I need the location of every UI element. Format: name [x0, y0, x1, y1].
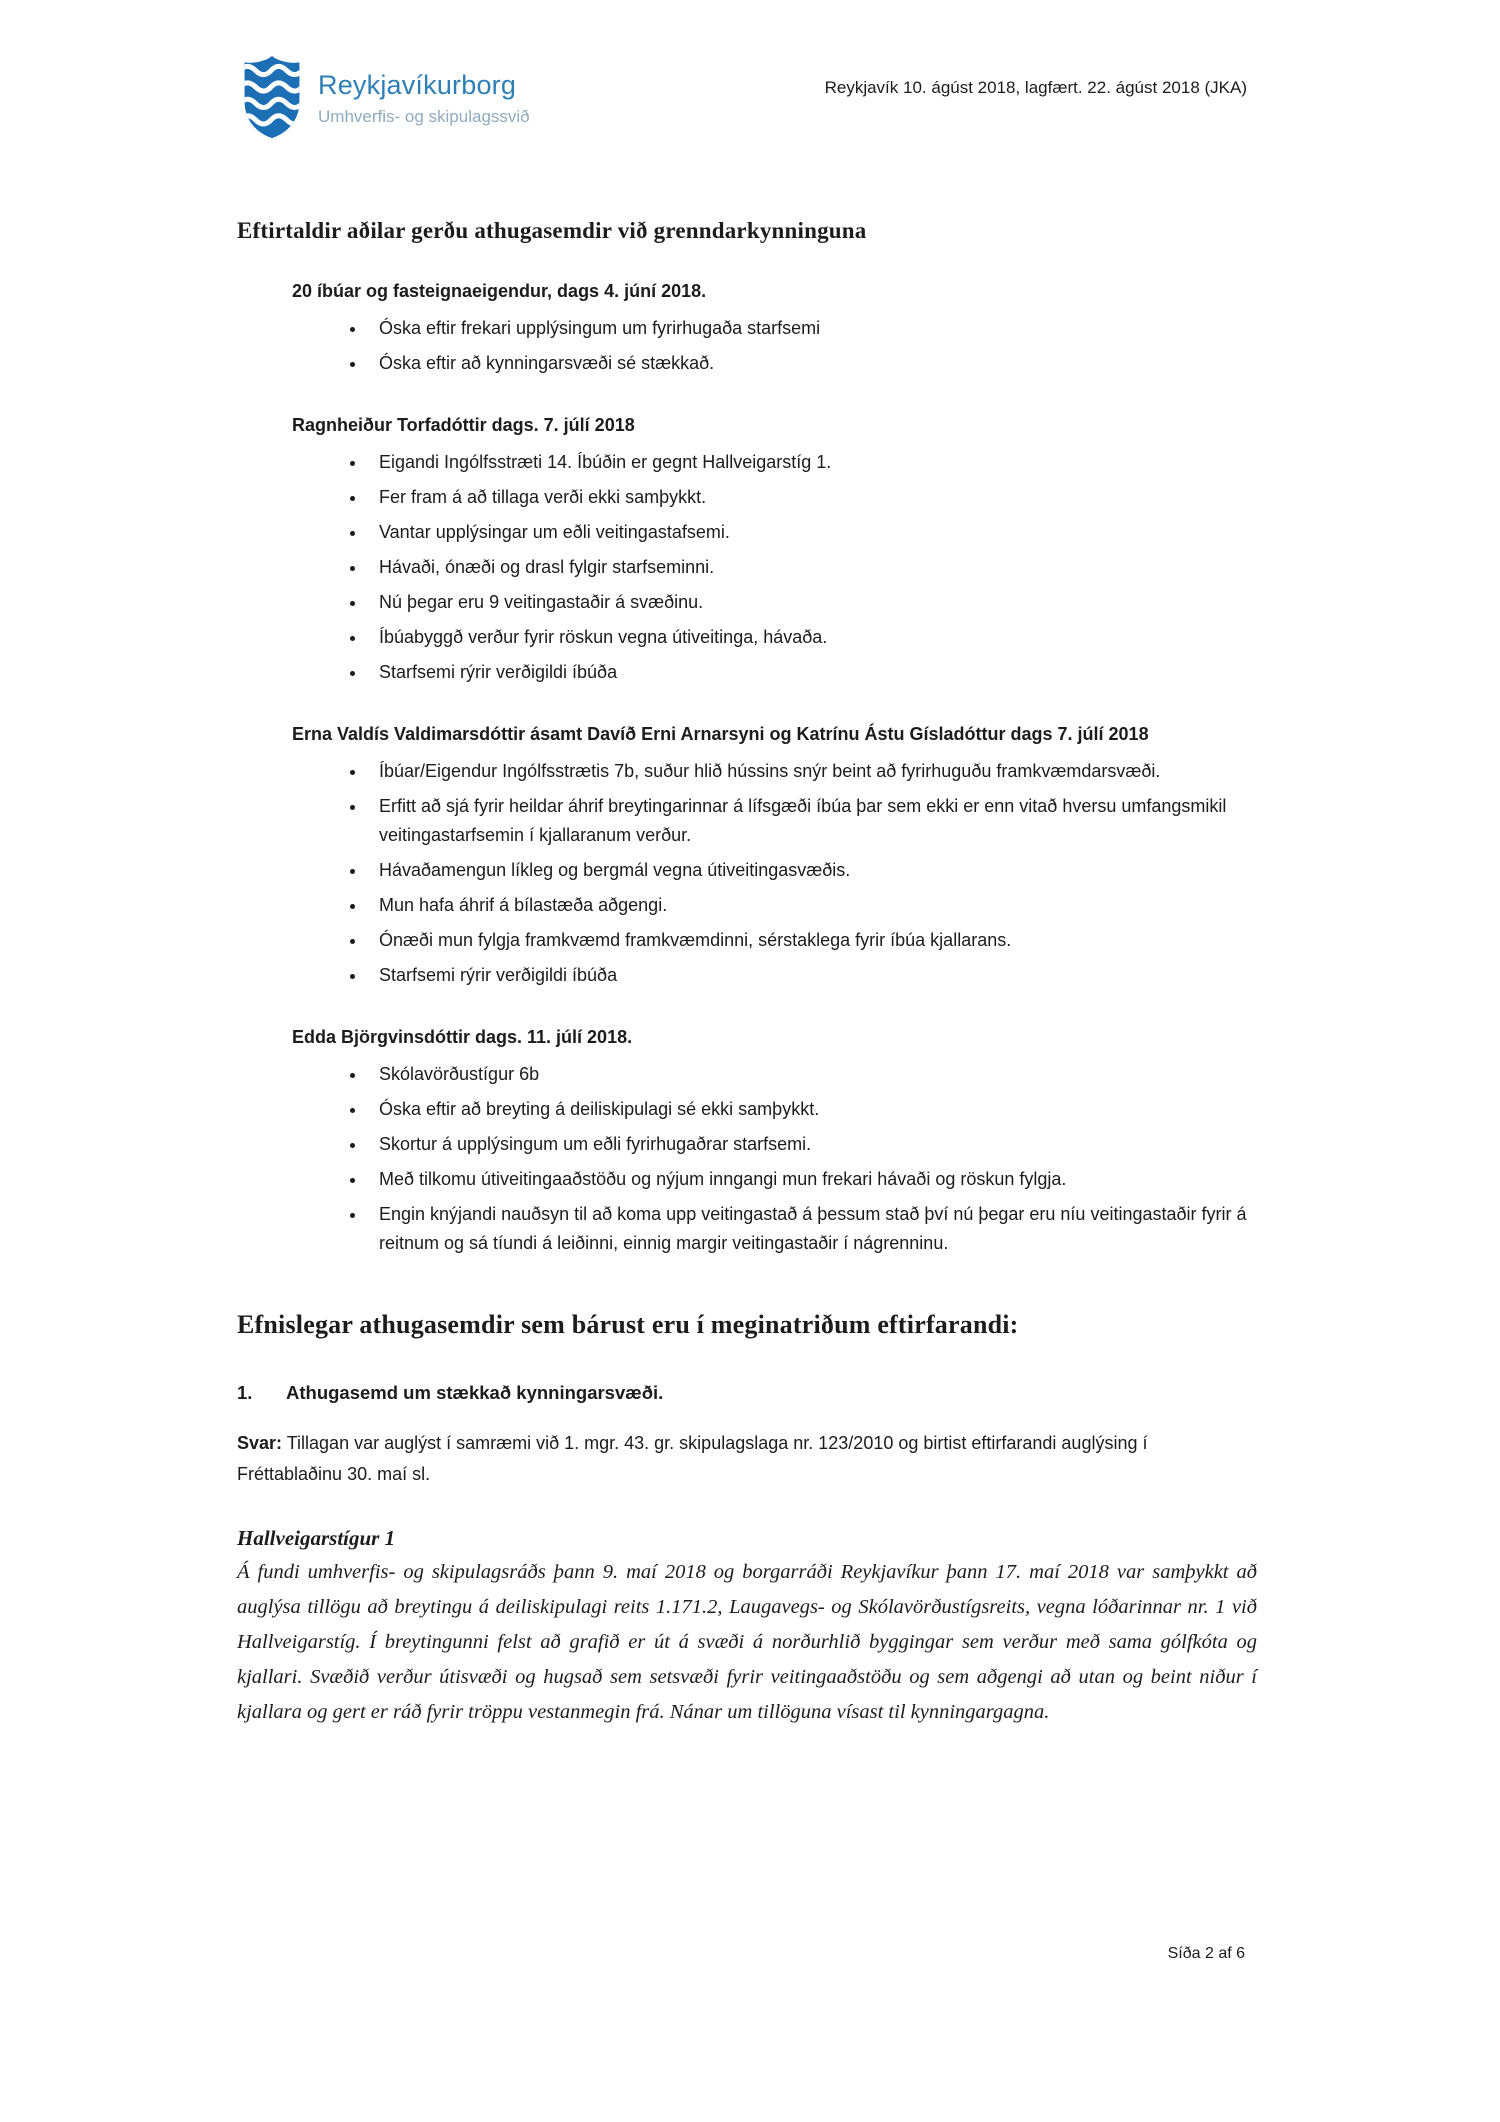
bullet-list [237, 314, 1257, 378]
svar-paragraph [237, 1428, 1257, 1490]
bullet-item: • Hávaðamengun líkleg og bergmál vegna útiveitingasvæðis. [367, 856, 1257, 885]
logo-text [318, 52, 530, 127]
main-heading: Eftirtaldir aðilar gerðu athugasemdir við grenndarkynninguna [237, 218, 867, 243]
bullet-item: • Óska eftir frekari upplýsingum um fyrirhugaða starfsemi [367, 314, 1257, 343]
svar-label: Svar: [237, 1433, 283, 1453]
comment-group-edda [237, 1024, 1257, 1258]
group-title: 20 íbúar og fasteignaeigendur, dags 4. júní 2018. [292, 281, 707, 301]
svar-text: Tillagan var auglýst í samræmi við 1. mgr. 43. gr. skipulagslaga nr. 123/2010 og birtist eftirfarandi auglýsing í Fréttablaðinu 30. maí sl. [237, 1433, 1148, 1484]
second-heading: Efnislegar athugasemdir sem bárust eru í meginatriðum eftirfarandi: [237, 1310, 1019, 1339]
logo-title: Reykjavíkurborg [318, 70, 517, 100]
bullet-item: • Fer fram á að tillaga verði ekki samþykkt. [367, 483, 1257, 512]
numbered-comment-1 [237, 1382, 1257, 1404]
bullet-item: • Starfsemi rýrir verðigildi íbúða [367, 961, 1257, 990]
bullet-item: • Íbúar/Eigendur Ingólfsstrætis 7b, suður hlið hússins snýr beint að fyrirhuguðu framkvæmdarsvæði. [367, 757, 1257, 786]
document-body [237, 218, 1257, 1730]
bullet-item: • Íbúabyggð verður fyrir röskun vegna útiveitinga, hávaða. [367, 623, 1257, 652]
bullet-item: • Mun hafa áhrif á bílastæða aðgengi. [367, 891, 1257, 920]
hallveigarstigur-paragraph: Á fundi umhverfis- og skipulagsráðs þann 9. maí 2018 og borgarráði Reykjavíkur þann 17. maí 2018 var samþykkt að auglýsa tillögu að breytingu á deiliskipulagi reits 1.171.2, Laugavegs- og Skólavörðustígsreits, vegna lóðarinnar nr. 1 við Hallveigarstíg. Í breytingunni felst að grafið er út á svæði á norðurhlið byggingar sem verður með sama gólfkóta og kjallari. Svæðið verður útisvæði og hugsað sem setsvæði fyrir veitingaaðstöðu og sem aðgengi að utan og beint niður í kjallara og gert er ráð fyrir tröppu vestanmegin frá. Nánar um tillöguna vísast til kynningargagna. [237, 1561, 1257, 1723]
city-shield-icon [240, 54, 304, 140]
bullet-item: • Starfsemi rýrir verðigildi íbúða [367, 658, 1257, 687]
date-line: Reykjavík 10. ágúst 2018, lagfært. 22. ágúst 2018 (JKA) [824, 78, 1247, 97]
bullet-item: • Ónæði mun fylgja framkvæmd framkvæmdinni, sérstaklega fyrir íbúa kjallarans. [367, 926, 1257, 955]
bullet-item: • Engin knýjandi nauðsyn til að koma upp veitingastað á þessum stað því nú þegar eru níu veitingastaðir fyrir á reitnum og sá tíundi á leiðinni, einnig margir veitingastaðir í nágrenninu. [367, 1200, 1257, 1258]
bullet-item: • Vantar upplýsingar um eðli veitingastafsemi. [367, 518, 1257, 547]
comment-group-ragnheidur [237, 412, 1257, 687]
logo-subtitle: Umhverfis- og skipulagssvið [318, 107, 530, 126]
bullet-list [237, 757, 1257, 990]
bullet-item: • Óska eftir að breyting á deiliskipulagi sé ekki samþykkt. [367, 1095, 1257, 1124]
page-number: Síða 2 af 6 [1167, 1945, 1245, 1962]
bullet-item: • Erfitt að sjá fyrir heildar áhrif breytingarinnar á lífsgæði íbúa þar sem ekki er enn vitað hversu umfangsmikil veitingastarfsemin í kjallaranum verður. [367, 792, 1257, 850]
hallveigarstigur-heading: Hallveigarstígur 1 [237, 1526, 396, 1550]
bullet-item: • Skortur á upplýsingum um eðli fyrirhugaðrar starfsemi. [367, 1130, 1257, 1159]
bullet-item: • Hávaði, ónæði og drasl fylgir starfseminni. [367, 553, 1257, 582]
bullet-list [237, 1060, 1257, 1258]
bullet-item: • Skólavörðustígur 6b [367, 1060, 1257, 1089]
comment-group-residents [237, 278, 1257, 378]
document-header [0, 0, 1500, 140]
item-number: 1. [237, 1382, 253, 1403]
item-text: Athugasemd um stækkað kynningarsvæði. [286, 1382, 664, 1403]
bullet-item: • Með tilkomu útiveitingaaðstöðu og nýjum inngangi mun frekari hávaði og röskun fylgja. [367, 1165, 1257, 1194]
group-title: Erna Valdís Valdimarsdóttir ásamt Davíð Erni Arnarsyni og Katrínu Ástu Gísladóttur dags 7. júlí 2018 [292, 724, 1149, 744]
reykjavik-logo [240, 52, 530, 140]
group-title: Ragnheiður Torfadóttir dags. 7. júlí 2018 [292, 415, 635, 435]
group-title: Edda Björgvinsdóttir dags. 11. júlí 2018. [292, 1027, 633, 1047]
bullet-item: • Nú þegar eru 9 veitingastaðir á svæðinu. [367, 588, 1257, 617]
bullet-item: • Óska eftir að kynningarsvæði sé stækkað. [367, 349, 1257, 378]
comment-group-erna [237, 721, 1257, 990]
bullet-item: • Eigandi Ingólfsstræti 14. Íbúðin er gegnt Hallveigarstíg 1. [367, 448, 1257, 477]
bullet-list [237, 448, 1257, 687]
